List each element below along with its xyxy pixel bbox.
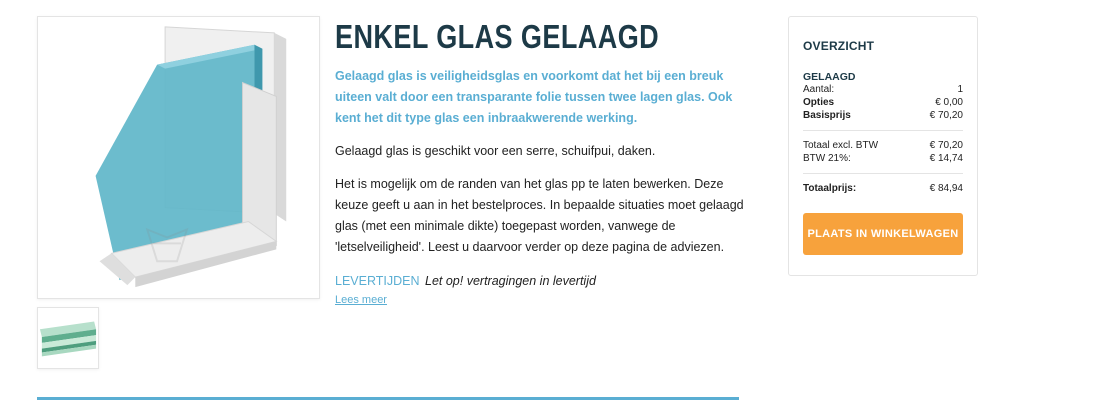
vat-label: BTW 21%:: [803, 153, 851, 164]
summary-product-name: GELAAGD: [803, 71, 856, 83]
glass-profile-illustration: [38, 17, 319, 298]
options-value: € 0,00: [935, 97, 963, 108]
delivery-info: [335, 272, 745, 290]
page-title: ENKEL GLAS GELAAGD: [335, 18, 660, 55]
summary-separator: [803, 173, 963, 174]
laminated-glass-thumbnail: [38, 308, 98, 368]
summary-title: OVERZICHT: [803, 39, 875, 53]
vat-value: € 14,74: [929, 153, 963, 164]
excl-vat-value: € 70,20: [929, 140, 963, 151]
summary-options-row: [803, 96, 963, 109]
read-more-link[interactable]: Lees meer: [335, 294, 387, 306]
product-paragraph: Gelaagd glas is geschikt voor een serre, schuifpui, daken.: [335, 144, 656, 158]
summary-vat-row: [803, 152, 963, 165]
summary-excl-row: [803, 139, 963, 152]
quantity-label: Aantal:: [803, 84, 835, 95]
product-main-image[interactable]: [37, 16, 320, 299]
summary-total-row: [803, 182, 963, 195]
base-price-label: Basisprijs: [803, 110, 851, 121]
product-paragraph: Het is mogelijk om de randen van het glas pp te laten bewerken. Deze keuze geeft u aan in het bestelproces. In bepaalde situaties moet gelaagd glas (met een minimale dikte) toegepast worden, vanwege de 'letselveiligheid'. Leest u daarvoor verder op deze pagina de adviezen.: [335, 177, 744, 254]
options-label: Opties: [803, 97, 835, 108]
excl-vat-label: Totaal excl. BTW: [803, 140, 879, 151]
summary-quantity-row: [803, 83, 963, 96]
quantity-value: 1: [957, 84, 963, 95]
base-price-value: € 70,20: [929, 110, 963, 121]
product-intro: Gelaagd glas is veiligheidsglas en voorkomt dat het bij een breuk uiteen valt door een transparante folie tussen twee lagen glas. Ook kent het dit type glas een inbraakwerende werking.: [335, 69, 733, 125]
delivery-times-link[interactable]: LEVERTIJDEN: [335, 274, 420, 288]
summary-base-row: [803, 109, 963, 122]
order-summary: [788, 16, 978, 276]
product-thumbnail[interactable]: [37, 307, 99, 369]
product-description: [335, 18, 745, 308]
total-value: € 84,94: [929, 183, 963, 194]
add-to-cart-button[interactable]: PLAATS IN WINKELWAGEN: [803, 213, 963, 255]
summary-separator: [803, 130, 963, 131]
total-label: Totaalprijs:: [803, 183, 857, 194]
delivery-note: Let op! vertragingen in levertijd: [425, 274, 596, 288]
